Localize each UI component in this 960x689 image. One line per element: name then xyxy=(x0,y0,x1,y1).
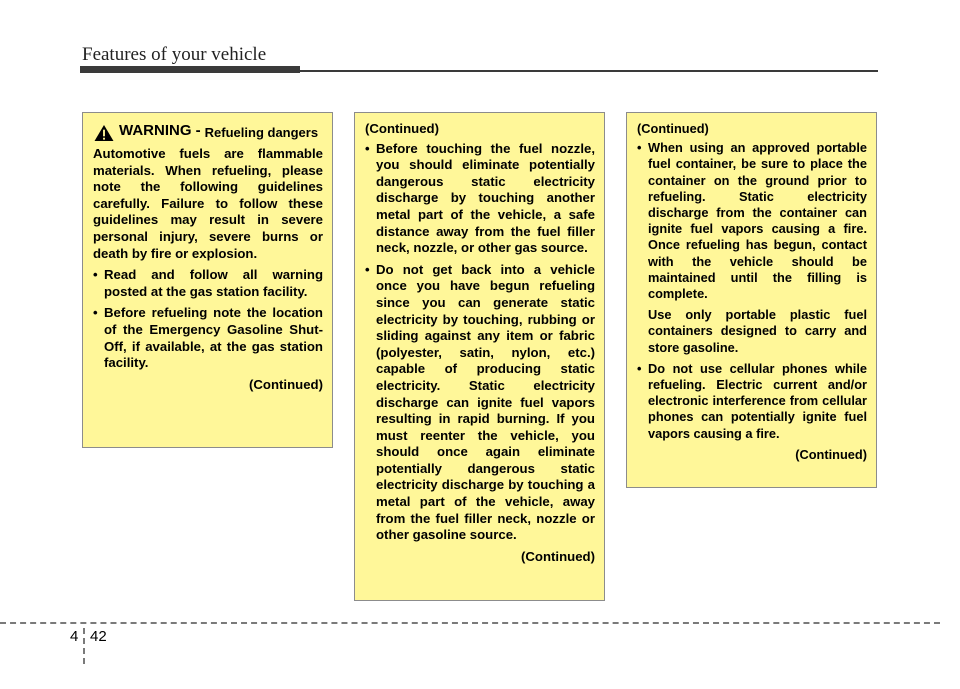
list-item: • Read and follow all warning posted at the gas station facility. xyxy=(93,267,323,300)
list-item xyxy=(637,140,867,302)
warning-topic: Refueling dangers xyxy=(204,125,319,140)
list-item: • Before touching the fuel nozzle, you should eliminate potentially dangerous static electricity discharge by touching another metal part of the vehicle, a safe distance away from the fuel filler neck, nozzle, or other gas source. xyxy=(365,141,595,257)
warning-box-continued-2 xyxy=(354,112,605,601)
list-item: • Before refueling note the location of the Emergency Gasoline Shut-Off, if available, at the gas station facility. xyxy=(93,305,323,371)
bullet-text: When using an approved portable fuel container, be sure to place the container on the ground prior to refueling. Static electricity discharge from the container can ignite fuel vapors causing a fire. Once refueling has begun, contact with the vehicle should be maintained until the filling is complete. xyxy=(648,140,867,302)
footer-rule xyxy=(0,622,940,624)
warning-heading xyxy=(93,123,323,142)
continued-footer: (Continued) xyxy=(795,446,867,462)
warning-bullet-list xyxy=(93,267,323,372)
warning-box-continued-3 xyxy=(626,112,877,488)
warning-intro: Automotive fuels are flammable materials. When refueling, please note the following guidelines carefully. Failure to follow these guidelines may result in severe personal injury, severe burns or death by fire or explosion. xyxy=(93,146,323,261)
bullet-list xyxy=(637,361,867,442)
warning-label: WARNING - xyxy=(119,122,201,139)
list-item: • Do not use cellular phones while refueling. Electric current and/or electronic interference from cellular phones can potentially ignite fuel vapors causing a fire. xyxy=(637,361,867,442)
warning-box xyxy=(82,112,333,448)
continued-footer: (Continued) xyxy=(249,376,323,392)
list-item: • Do not get back into a vehicle once you have begun refueling since you can generate static electricity by touching, rubbing or sliding against any item or fabric (polyester, satin, nylon, etc.) capable of producing static electricity. Static electricity discharge can ignite fuel vapors resulting in rapid burning. If you must reenter the vehicle, you should once again eliminate potentially dangerous static electricity discharge by touching a metal part of the vehicle, away from the fuel filler neck, nozzle or other gasoline source. xyxy=(365,262,595,544)
header-rule xyxy=(300,70,878,72)
bullet-extra-paragraph: Use only portable plastic fuel containers designed to carry and store gasoline. xyxy=(648,307,867,355)
header-title: Features of your vehicle xyxy=(82,44,267,65)
page-number: 42 xyxy=(90,628,107,645)
continued-header: (Continued) xyxy=(637,121,709,136)
continued-footer: (Continued) xyxy=(521,548,595,564)
footer-divider xyxy=(83,628,85,664)
bullet-list xyxy=(365,141,595,544)
header-bar xyxy=(80,66,300,73)
continued-header: (Continued) xyxy=(365,121,439,136)
warning-triangle-icon xyxy=(93,124,115,142)
bullet-list xyxy=(637,140,867,302)
chapter-number: 4 xyxy=(70,628,79,645)
